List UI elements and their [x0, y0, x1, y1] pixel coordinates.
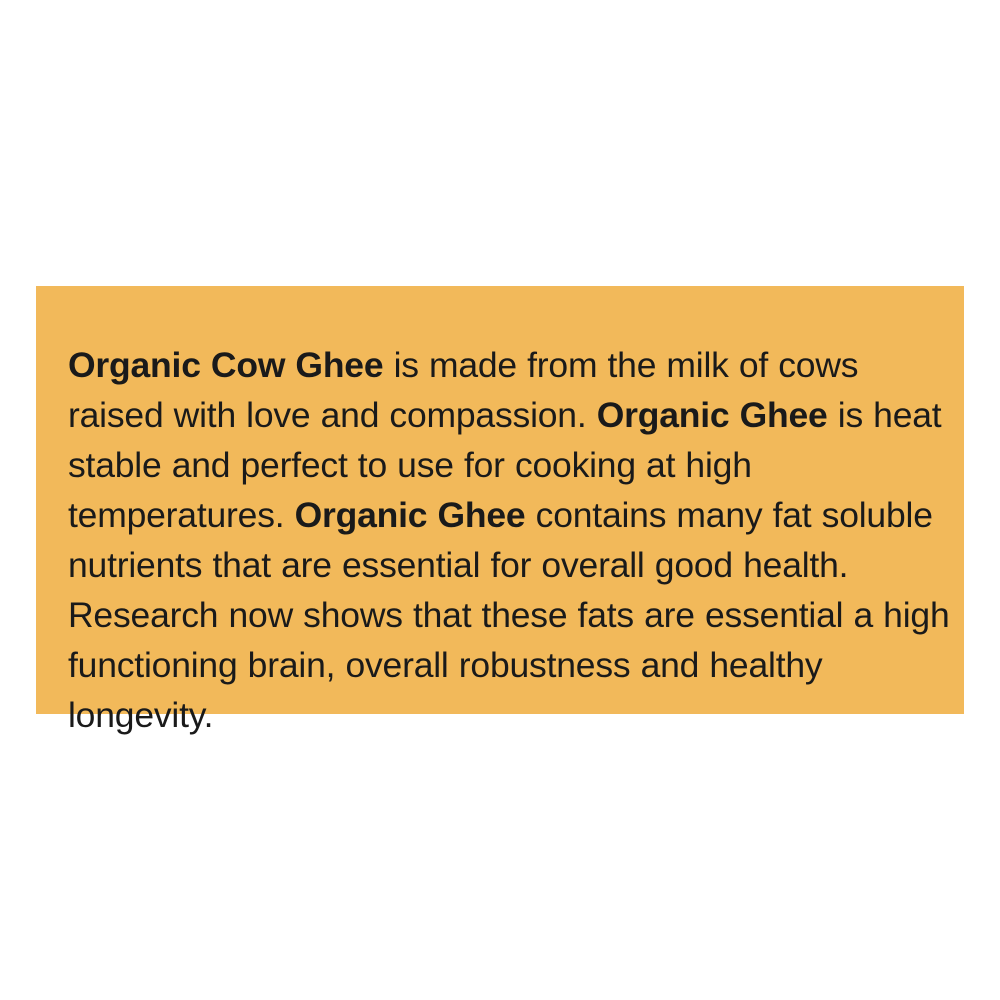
product-description-text [68, 340, 950, 740]
description-run: contains many fat soluble nutrients that are essential for overall good health. Research now shows that these fats are essential a high functioning brain, overall robustness and healthy longevity. [68, 494, 950, 735]
description-panel [36, 286, 964, 735]
description-emphasis: Organic Ghee [294, 494, 526, 535]
description-emphasis: Organic Ghee [596, 394, 828, 435]
description-run: is made from the milk of cows raised with love and compassion. [68, 344, 859, 435]
description-run: is heat stable and perfect to use for cooking at high temperatures. [68, 394, 942, 535]
description-emphasis: Organic Cow Ghee [68, 344, 384, 385]
